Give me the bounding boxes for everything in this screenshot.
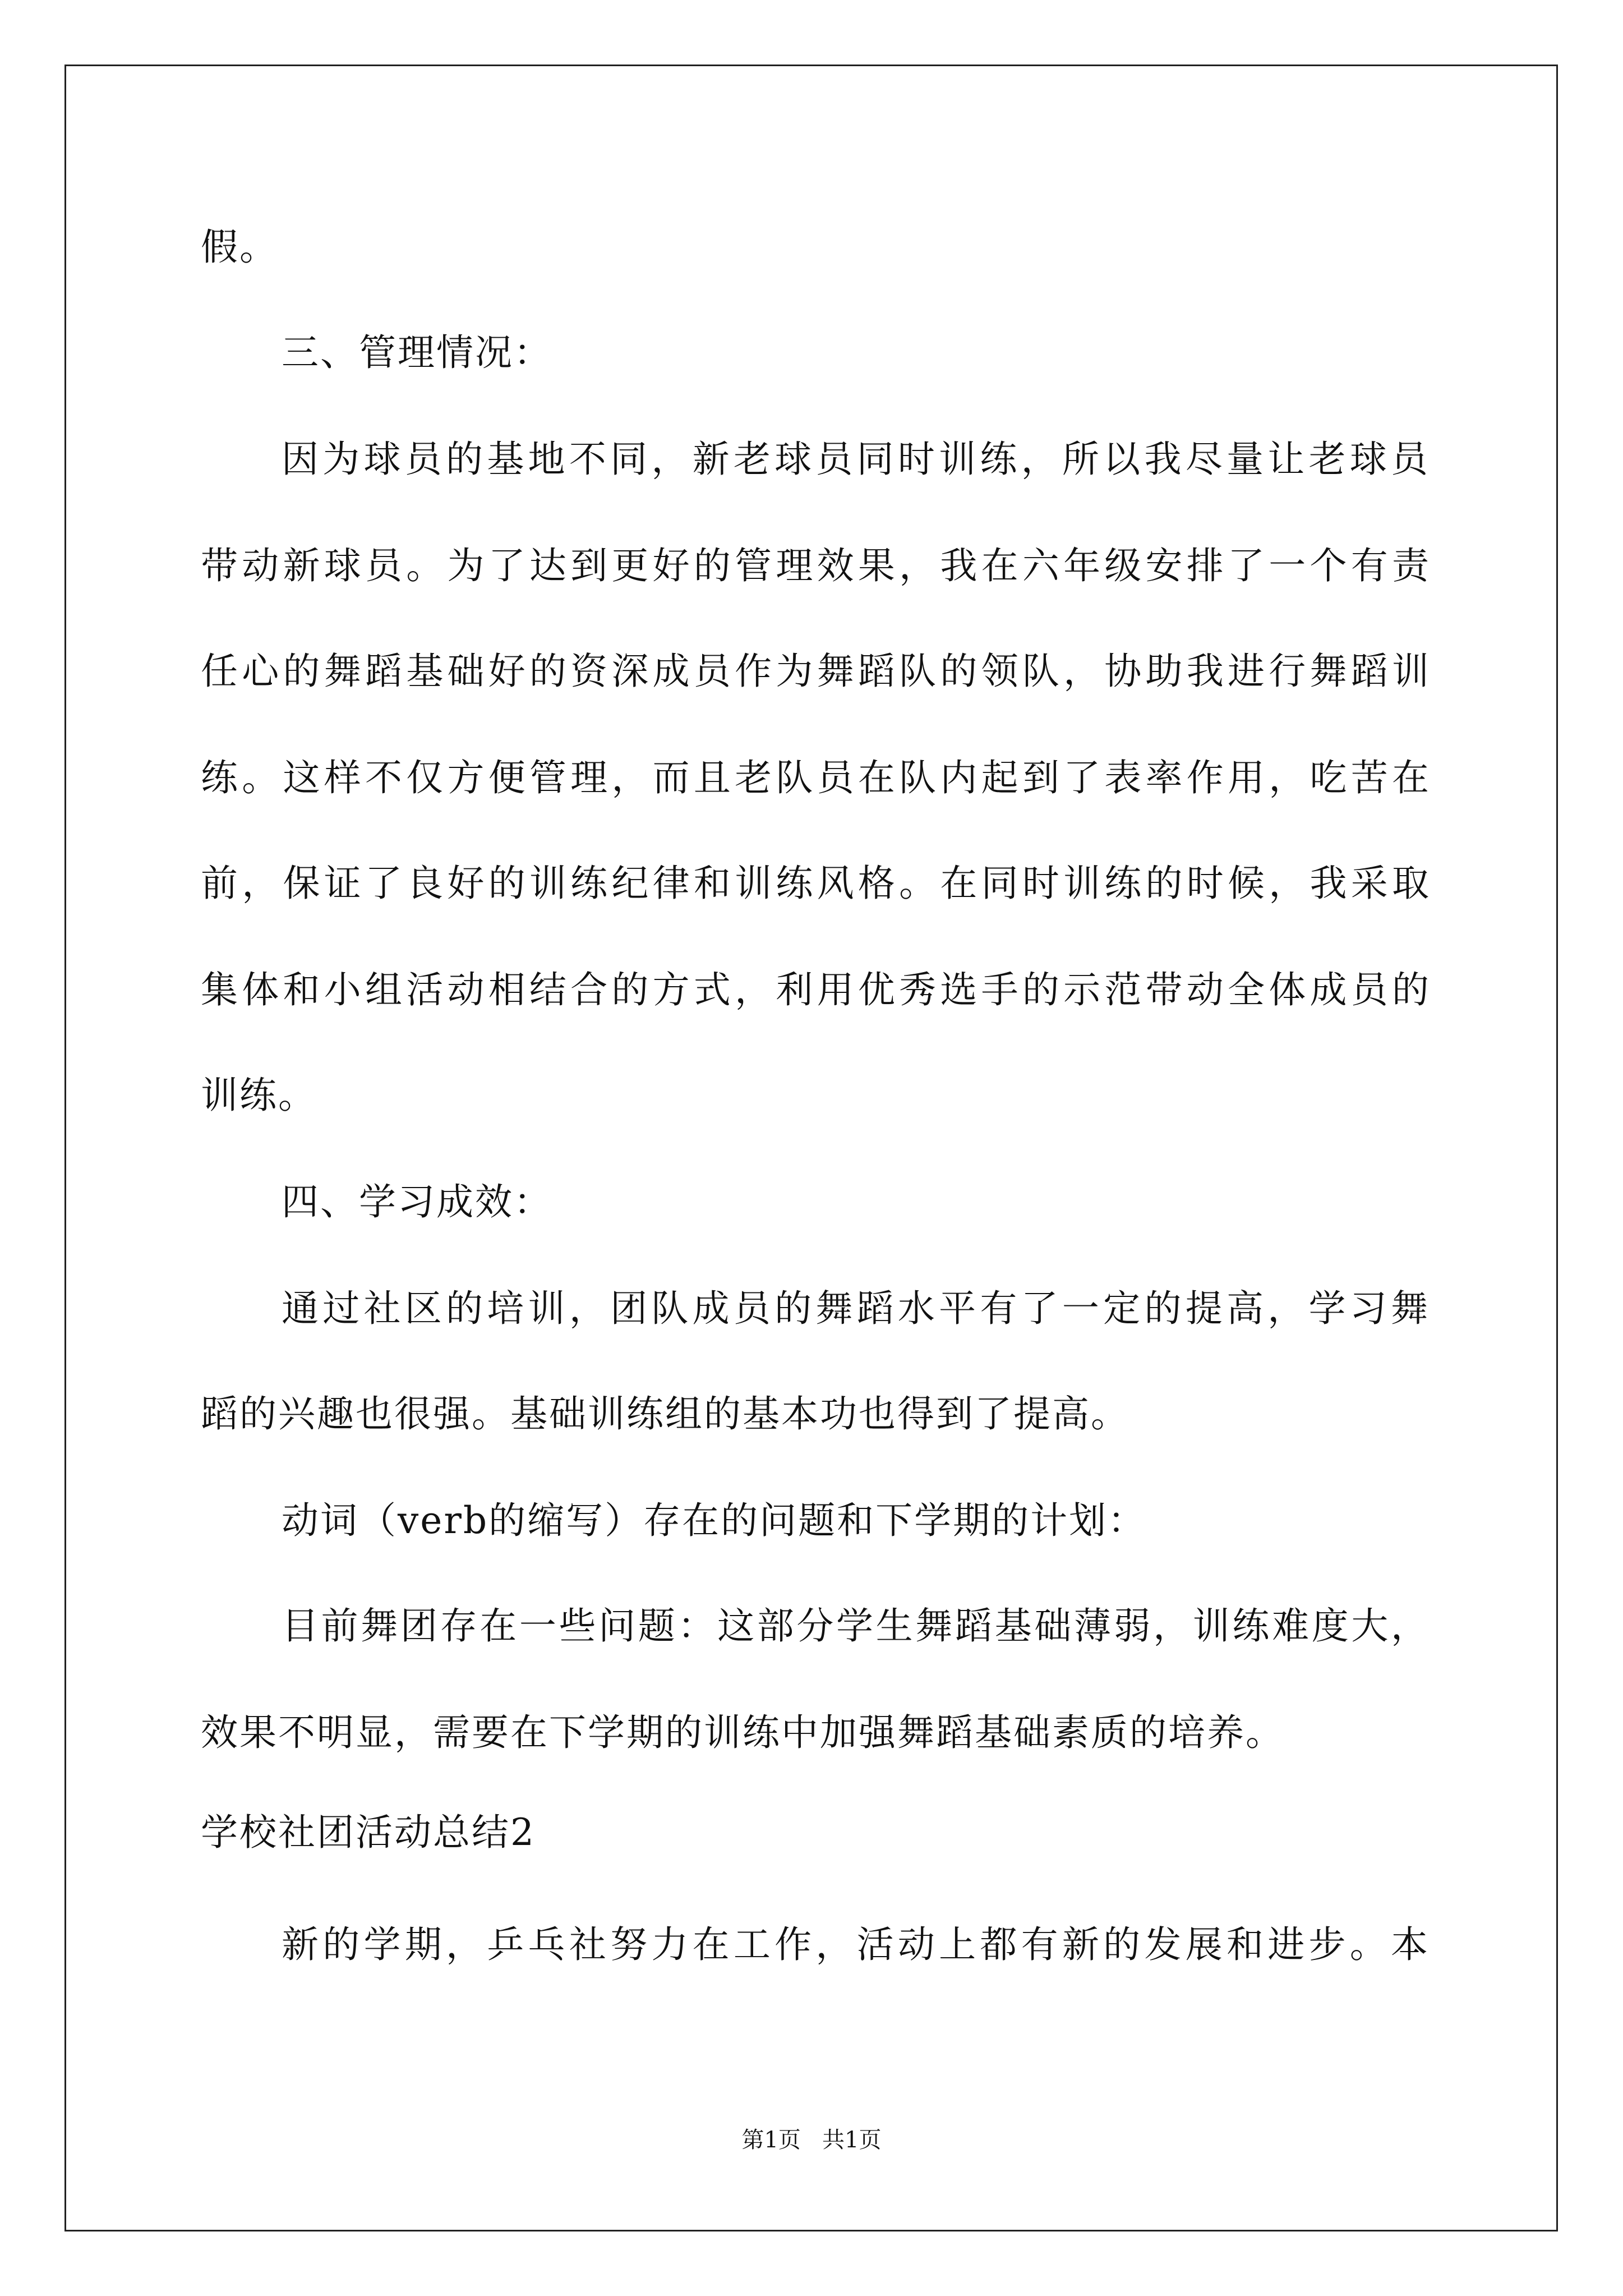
paragraph-line: 任心的舞蹈基础好的资深成员作为舞蹈队的领队，协助我进行舞蹈训 xyxy=(201,650,1429,693)
paragraph-line: 集体和小组活动相结合的方式，利用优秀选手的示范带动全体成员的 xyxy=(201,968,1429,1011)
page-footer: 第1页 共1页 xyxy=(741,2127,882,2153)
paragraph-line: 效果不明显，需要在下学期的训练中加强舞蹈基础素质的培养。 xyxy=(201,1711,1284,1754)
paragraph-line: 蹈的兴趣也很强。基础训练组的基本功也得到了提高。 xyxy=(201,1392,1129,1435)
paragraph-line: 目前舞团存在一些问题：这部分学生舞蹈基础薄弱，训练难度大， xyxy=(282,1604,1428,1648)
section-heading: 三、管理情况： xyxy=(282,331,552,374)
paragraph-line: 新的学期，乒乓社努力在工作，活动上都有新的发展和进步。本 xyxy=(282,1923,1428,1966)
paragraph-line: 因为球员的基地不同，新老球员同时训练，所以我尽量让老球员 xyxy=(282,438,1428,481)
paragraph-line: 通过社区的培训，团队成员的舞蹈水平有了一定的提高，学习舞 xyxy=(282,1287,1428,1330)
page-border xyxy=(64,65,1558,2231)
paragraph-line: 带动新球员。为了达到更好的管理效果，我在六年级安排了一个有责 xyxy=(201,544,1429,587)
section-heading: 动词（verb的缩写）存在的问题和下学期的计划： xyxy=(282,1499,1147,1542)
paragraph-line: 训练。 xyxy=(201,1074,317,1117)
paragraph-line: 假。 xyxy=(201,226,278,269)
paragraph-line: 前，保证了良好的训练纪律和训练风格。在同时训练的时候，我采取 xyxy=(201,862,1429,905)
paragraph-line: 练。这样不仅方便管理，而且老队员在队内起到了表率作用，吃苦在 xyxy=(201,756,1429,799)
document-title: 学校社团活动总结2 xyxy=(201,1811,536,1854)
section-heading: 四、学习成效： xyxy=(282,1180,552,1223)
